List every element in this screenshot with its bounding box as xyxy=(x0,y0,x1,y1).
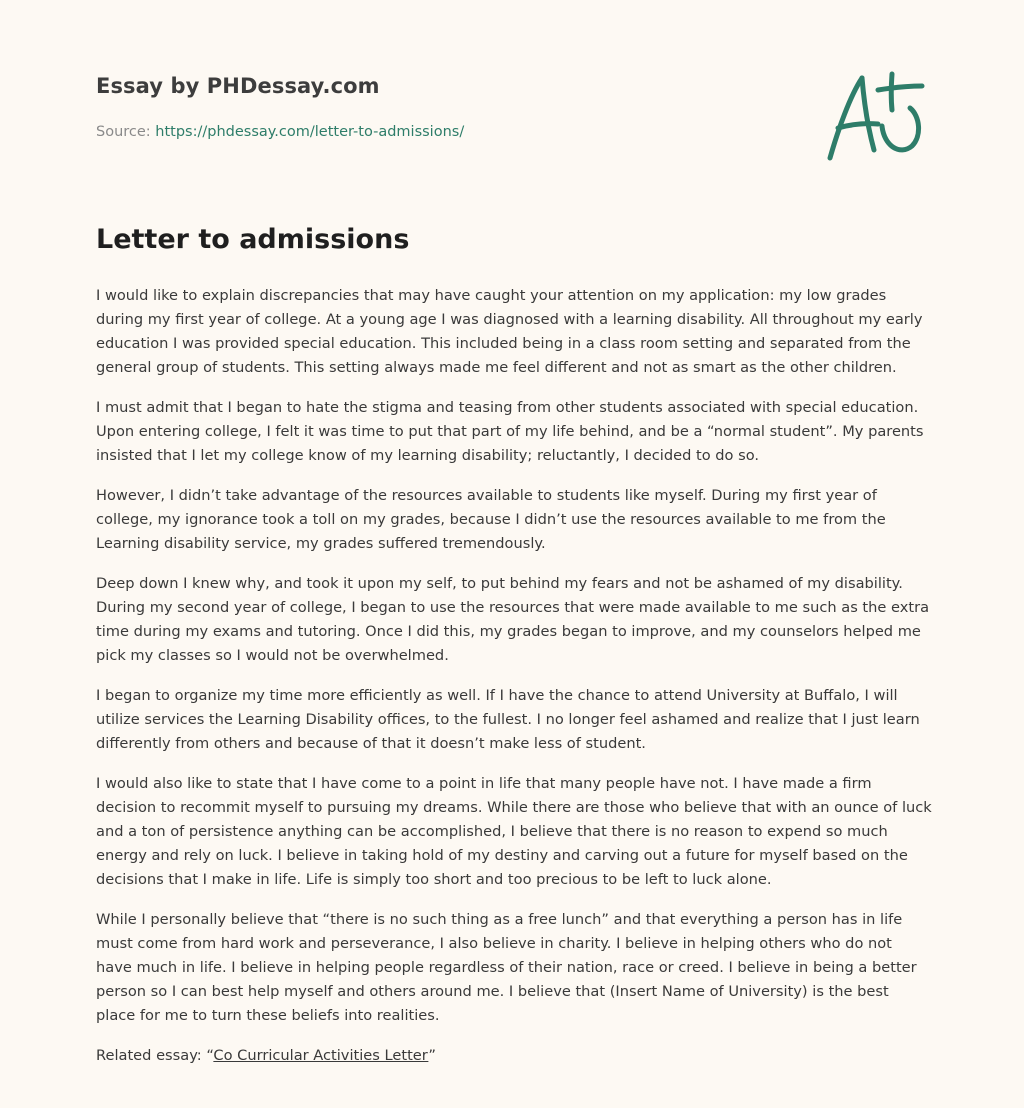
site-title: Essay by PHDessay.com xyxy=(96,74,380,98)
related-essay-link[interactable]: Co Curricular Activities Letter xyxy=(213,1047,429,1064)
related-prefix: Related essay: “ xyxy=(96,1047,214,1064)
a-plus-logo-icon xyxy=(824,68,928,166)
essay-paragraph: I would like to explain discrepancies that may have caught your attention on my application: my low grades during my first year of college. At a young age I was diagnosed with a learning disability. All throughout my early education I was provided special education. This included being in a class room setting and separated from the general group of students. This setting always made me feel different and not as smart as the other children. xyxy=(96,287,923,376)
essay-paragraph: Deep down I knew why, and took it upon my self, to put behind my fears and not be ashamed of my disability. During my second year of college, I began to use the resources that were made available to me such as the extra time during my exams and tutoring. Once I did this, my grades began to improve, and my counselors helped me pick my classes so I would not be overwhelmed. xyxy=(96,575,930,664)
source-line xyxy=(96,124,464,140)
essay-title: Letter to admissions xyxy=(96,224,410,255)
essay-paragraph: I must admit that I began to hate the stigma and teasing from other students associated with special education. Upon entering college, I felt it was time to put that part of my life behind, and be a “normal student”. My parents insisted that I let my college know of my learning disability; reluctantly, I decided to do so. xyxy=(96,399,924,464)
essay-body xyxy=(96,284,932,1084)
essay-paragraph: I began to organize my time more efficiently as well. If I have the chance to attend University at Buffalo, I will utilize services the Learning Disability offices, to the fullest. I no longer feel ashamed and realize that I just learn differently from others and because of that it doesn’t make less of student. xyxy=(96,687,920,752)
related-essay xyxy=(96,1044,932,1068)
source-label: Source: xyxy=(96,124,151,140)
essay-paragraph: While I personally believe that “there is no such thing as a free lunch” and that everything a person has in life must come from hard work and perseverance, I also believe in charity. I believe in helping others who do not have much in life. I believe in helping people regardless of their nation, race or creed. I believe in being a better person so I can best help myself and others around me. I believe that (Insert Name of University) is the best place for me to turn these beliefs into realities. xyxy=(96,911,917,1024)
essay-paragraph: I would also like to state that I have come to a point in life that many people have not. I have made a firm decision to recommit myself to pursuing my dreams. While there are those who believe that with an ounce of luck and a ton of persistence anything can be accomplished, I believe that there is no reason to expend so much energy and rely on luck. I believe in taking hold of my destiny and carving out a future for myself based on the decisions that I make in life. Life is simply too short and too precious to be left to luck alone. xyxy=(96,775,932,888)
source-link[interactable]: https://phdessay.com/letter-to-admissions/ xyxy=(155,124,465,140)
essay-paragraph: However, I didn’t take advantage of the resources available to students like myself. During my first year of college, my ignorance took a toll on my grades, because I didn’t use the resources available to me from the Learning disability service, my grades suffered tremendously. xyxy=(96,487,886,552)
related-suffix: ” xyxy=(428,1047,436,1064)
